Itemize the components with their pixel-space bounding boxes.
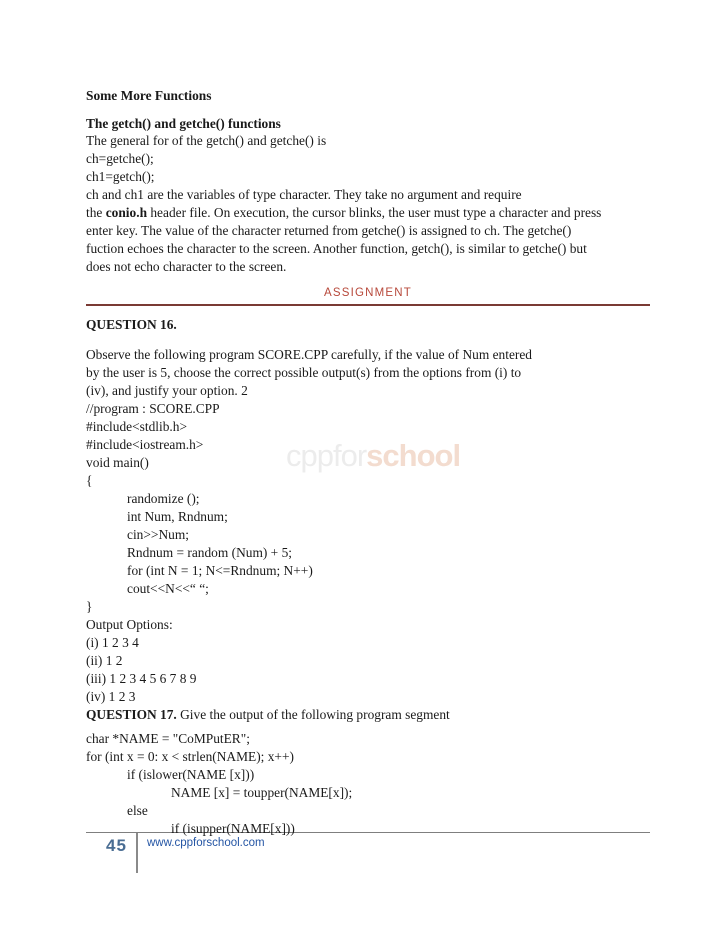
paragraph-line: by the user is 5, choose the correct possible output(s) from the options from (i) to — [86, 365, 522, 380]
assignment-heading: ASSIGNMENT — [323, 287, 413, 299]
code-line: char *NAME = "CoMPutER"; — [86, 731, 250, 746]
paragraph-line: The general for of the getch() and getche() is — [86, 133, 327, 148]
paragraph-line — [86, 204, 601, 222]
question-17-number: QUESTION 17. — [86, 707, 177, 722]
paragraph-line: enter key. The value of the character returned from getche() is assigned to ch. The getche() — [86, 223, 572, 238]
code-line: randomize (); — [127, 491, 200, 506]
question-16-heading: QUESTION 16. — [86, 317, 177, 332]
output-option: (iv) 1 2 3 — [86, 689, 136, 704]
header-file-name: conio.h — [105, 205, 148, 220]
options-label: Output Options: — [86, 617, 173, 632]
question-17-prompt: Give the output of the following program segment — [176, 707, 450, 722]
paragraph-line: ch and ch1 are the variables of type character. They take no argument and require — [86, 187, 522, 202]
code-line: #include<stdlib.h> — [86, 419, 188, 434]
section-divider — [86, 304, 650, 306]
code-line: #include<iostream.h> — [86, 437, 204, 452]
code-line: if (islower(NAME [x])) — [127, 767, 255, 782]
paragraph-line: (iv), and justify your option. 2 — [86, 383, 248, 398]
watermark-logo: cppforschool — [286, 438, 461, 473]
footer-separator — [136, 833, 138, 873]
code-line: } — [86, 599, 93, 614]
code-line: ch=getche(); — [86, 151, 154, 166]
code-line: for (int N = 1; N<=Rndnum; N++) — [127, 563, 313, 578]
text-run: the — [86, 205, 106, 220]
paragraph-line: Observe the following program SCORE.CPP carefully, if the value of Num entered — [86, 347, 533, 362]
code-line: //program : SCORE.CPP — [86, 401, 220, 416]
code-line: else — [127, 803, 148, 818]
code-line: cout<<N<<“ “; — [127, 581, 209, 596]
question-17-heading — [86, 706, 450, 724]
code-line: if (isupper(NAME[x])) — [171, 821, 295, 836]
footer-link[interactable]: www.cppforschool.com — [147, 837, 265, 849]
code-line: int Num, Rndnum; — [127, 509, 228, 524]
code-line: { — [86, 473, 93, 488]
section-title: Some More Functions — [86, 88, 212, 103]
code-line: for (int x = 0: x < strlen(NAME); x++) — [86, 749, 294, 764]
page-number: 45 — [106, 836, 127, 855]
output-option: (iii) 1 2 3 4 5 6 7 8 9 — [86, 671, 197, 686]
output-option: (i) 1 2 3 4 — [86, 635, 139, 650]
code-line: Rndnum = random (Num) + 5; — [127, 545, 292, 560]
code-line: cin>>Num; — [127, 527, 189, 542]
paragraph-line: does not echo character to the screen. — [86, 259, 287, 274]
getch-heading: The getch() and getche() functions — [86, 116, 281, 131]
output-option: (ii) 1 2 — [86, 653, 123, 668]
code-line: NAME [x] = toupper(NAME[x]); — [171, 785, 353, 800]
code-line: ch1=getch(); — [86, 169, 155, 184]
paragraph-line: fuction echoes the character to the screen. Another function, getch(), is similar to getche() but — [86, 241, 587, 256]
text-run: header file. On execution, the cursor blinks, the user must type a character and press — [147, 205, 602, 220]
code-line: void main() — [86, 455, 149, 470]
